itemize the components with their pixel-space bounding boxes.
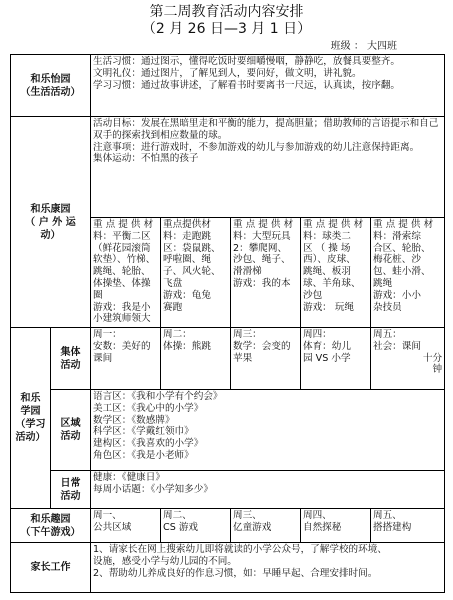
row-hele-leyuan (11, 509, 445, 543)
row-hele-kangyuan-intro (11, 117, 445, 218)
row-collective-activity (11, 328, 445, 390)
row-daily-activity (11, 471, 445, 509)
leyuan-day-3: 周三、 亿童游戏 (231, 509, 301, 543)
page-title: 第二周教育活动内容安排 (149, 4, 304, 20)
hele-kangyuan-intro (91, 117, 445, 218)
schedule-table (10, 54, 445, 593)
group-sport-line: 集体运动：不怕黑的孩子 (93, 153, 199, 165)
leyuan-day-1: 周一、 公共区域 (91, 509, 161, 543)
collective-day-5: 周五： 社会：课间 十分 钟 (371, 328, 445, 390)
area-activity-content: 语言区：《我和小学有个约会》 美工区：《我心中的小学》 数学区：《数感牌》 科学区：《学戴红领巾》 建构区：《我喜欢的小学》 角色区：《我是小老师》 (91, 390, 445, 471)
section-label-hele-yiyuan: 和乐怡园 （生活活动） (11, 55, 91, 117)
section-label-parent-work: 家长工作 (11, 543, 91, 593)
sub-label-daily: 日常 活动 (51, 471, 91, 509)
sub-label-collective: 集体 活动 (51, 328, 91, 390)
activity-goal-line: 活动目标：发展在黑暗里走和平衡的能力，提高胆量；借助教师的言语提示和自己双手的探索找到相应数量的球。 (93, 118, 439, 141)
leyuan-day-5: 周五、 搭搭建构 (371, 509, 445, 543)
kangyuan-day-2: 重点提供材 料：走跑跳 区：袋鼠跳、 呼啦圈、绳 子、风火轮、 飞盘 游戏：龟兔 赛跑 (161, 218, 231, 328)
row-parent-work (11, 543, 445, 593)
etiquette-line: 文明礼仪：通过图片，了解见到人，要问好，做文明，讲礼貌。 (93, 67, 362, 79)
class-label: 班级 ： 大四班 (330, 41, 397, 52)
parent-work-content: 1、请家长在网上搜索幼儿即将就读的小学公众号，了解学校的环境、 设施，感受小学与幼儿园的不同。 2、帮助幼儿养成良好的作息习惯，如：早睡早起、合理安排时间。 (91, 543, 445, 593)
kangyuan-day-3: 重 点 提 供 材 料：大型玩具 2：攀爬网、 沙包、绳子、 滑滑梯 游戏：我的本 (231, 218, 301, 328)
kangyuan-day-1: 重 点 提 供 材 料：平衡二区 （鲜花园滚筒 软垫）、竹梯、 跳绳、轮胎、 体操垫、体操 圈 游戏：我是小 小建筑师领大 (91, 218, 161, 328)
sub-label-area: 区域 活动 (51, 390, 91, 471)
section-label-hele-leyuan: 和乐趣园 （下午游戏） (11, 509, 91, 543)
section-label-hele-xueyuan: 和乐 学园 （学习 活动） (11, 328, 51, 509)
kangyuan-day-5: 重 点 提 供 材 料：滑索综 合区、轮胎、 梅花桩、沙 包、蛙小滑、 跳绳 游戏：小小 杂技员 (371, 218, 445, 328)
row-area-activity (11, 390, 445, 471)
hele-yiyuan-content (91, 55, 445, 117)
page-subtitle: （2 月 26 日—3 月 1 日） (141, 21, 312, 37)
collective-day-1: 周一： 安数：美好的 课间 (91, 328, 161, 390)
leyuan-day-4: 周四、 自然探秘 (301, 509, 371, 543)
habit-line: 生活习惯：通过图示，懂得吃饭时要细嚼慢咽，静静吃，放餐具要整齐。 (93, 56, 400, 67)
collective-day-2: 周二： 体操：熊跳 (161, 328, 231, 390)
collective-day-4: 周四： 体育：幼儿 园 VS 小学 (301, 328, 371, 390)
leyuan-day-2: 周二、 CS 游戏 (161, 509, 231, 543)
section-label-hele-kangyuan: 和乐康园 （ 户 外 运 动） (11, 117, 91, 328)
row-hele-yiyuan (11, 55, 445, 117)
kangyuan-day-4: 重 点 提 供 材 料：球类二 区 （ 操 场 西）、皮球、 跳绳、板羽 球、羊角球、 沙包 游戏： 玩绳 (301, 218, 371, 328)
collective-day-3: 周三： 数学：会变的 苹果 (231, 328, 301, 390)
study-habit-line: 学习习惯：通过故事讲述，了解看书时要离书一尺远，认真读，按序翻。 (93, 79, 400, 91)
daily-activity-content: 健康：《健康日》 每周小话题：《小学知多少》 (91, 471, 445, 509)
notice-line: 注意事项：进行游戏时，不参加游戏的幼儿与参加游戏的幼儿注意保持距离。 (93, 141, 420, 153)
